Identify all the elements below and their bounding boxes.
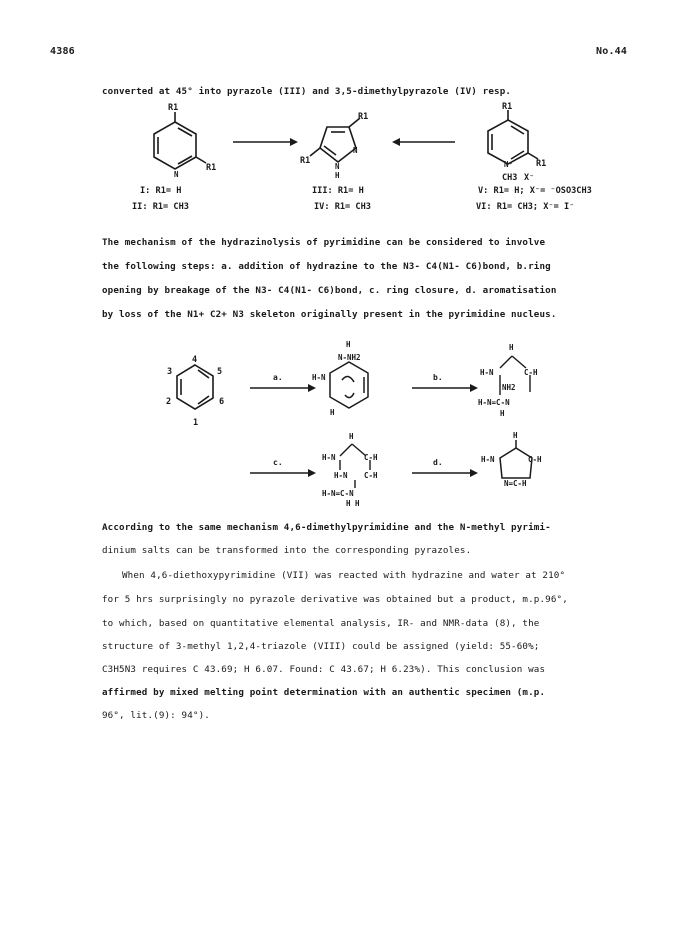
para3-line6: affirmed by mixed melting point determination with an authentic specimen (m.p. [102, 687, 546, 698]
para3-line5: C3H5N3 requires C 43.69; H 6.07. Found: C 43.67; H 6.23%). This conclusion was [102, 664, 546, 675]
prod-h-n: H-N [481, 455, 495, 464]
intro-line: converted at 45° into pyrazole (III) and 3,5-dimethylpyrazole (IV) resp. [102, 86, 512, 97]
arrow-b-label: b. [433, 373, 443, 382]
int-h-bottom: H [500, 409, 505, 418]
label-n-I: N [174, 170, 179, 179]
numbered-pyrimidine [177, 365, 213, 409]
cyc-c-h-mid: C-H [364, 471, 378, 480]
num-6: 6 [219, 397, 225, 407]
label-n-pyrazole-right: N [353, 146, 358, 155]
cyc-h-h: H H [346, 499, 360, 508]
compound-label-V: V: R1= H; X⁻= ⁻OSO3CH3 [478, 186, 592, 196]
para2-line1: According to the same mechanism 4,6-dimethylpyrimidine and the N-methyl pyrimi- [102, 522, 551, 533]
num-2: 2 [166, 397, 172, 407]
label-r1-right-V: R1 [536, 159, 547, 169]
num-5: 5 [217, 367, 223, 377]
arrow-c-head [308, 469, 316, 477]
para1-line3: opening by breakage of the N3- C4(N1- C6)bond, c. ring closure, d. aromatisation [102, 285, 557, 296]
label-r1-pyrazole-right: R1 [358, 112, 369, 122]
para3-line7: 96°, lit.(9): 94°). [102, 710, 210, 721]
arrow-d-head [470, 469, 478, 477]
hydrazine-adduct [330, 362, 368, 408]
label-ch3-V: CH3 [502, 173, 518, 183]
label-h-pyrazole: H [335, 171, 340, 180]
adduct-h-top: H [346, 340, 351, 349]
label-r1-top-V: R1 [502, 102, 513, 112]
arrow-b-head [470, 384, 478, 392]
compound-label-VI: VI: R1= CH3; X⁻= I⁻ [476, 202, 575, 212]
para1-line4: by loss of the N1+ C2+ N3 skeleton originally present in the pyrimidine nucleus. [102, 309, 557, 320]
arrow-c-label: c. [273, 458, 283, 467]
cyc-h-top: H [349, 432, 354, 441]
label-x-minus-V: X⁻ [524, 173, 535, 183]
cyc-h-n-eq-c-n: H-N=C-N [322, 489, 354, 498]
adduct-h-n: H-N [312, 373, 326, 382]
arrow-a-head [308, 384, 316, 392]
prod-h-top: H [513, 431, 518, 440]
int-nh2: NH2 [502, 383, 516, 392]
int-c-h: C-H [524, 368, 538, 377]
para3-line4: structure of 3-methyl 1,2,4-triazole (VIII) could be assigned (yield: 55-60%; [102, 641, 540, 652]
label-nh-pyrazole: N [335, 162, 340, 171]
label-r1-top-I: R1 [168, 103, 179, 113]
para2-line2: dinium salts can be transformed into the corresponding pyrazoles. [102, 545, 472, 556]
int-h-top: H [509, 343, 514, 352]
prod-c-h: C-H [528, 455, 542, 464]
para1-line1: The mechanism of the hydrazinolysis of pyrimidine can be considered to involve [102, 237, 546, 248]
prod-n-eq-c-h: N=C-H [504, 479, 527, 488]
num-4: 4 [192, 355, 198, 365]
para1-line2: the following steps: a. addition of hydrazine to the N3- C4(N1- C6)bond, b.ring [102, 261, 551, 272]
num-3: 3 [167, 367, 173, 377]
int-h-n: H-N [480, 368, 494, 377]
adduct-n-nh2: N-NH2 [338, 353, 361, 362]
para3-line3: to which, based on quantitative elemental analysis, IR- and NMR-data (8), the [102, 618, 540, 629]
arrow-a-label: a. [273, 373, 283, 382]
page-number: 4386 [50, 46, 75, 57]
para3-line1: When 4,6-diethoxypyrimidine (VII) was reacted with hydrazine and water at 210° [122, 570, 566, 581]
label-n-plus-V: N⁺ [504, 160, 514, 169]
adduct-h-bottom: H [330, 408, 335, 417]
cyc-h-n-mid: H-N [334, 471, 348, 480]
arrow-d-label: d. [433, 458, 443, 467]
cyc-h-n: H-N [322, 453, 336, 462]
label-r1-pyrazole-left: R1 [300, 156, 311, 166]
journal-issue: No.44 [596, 46, 628, 57]
compound-label-III: III: R1= H [312, 186, 364, 196]
compound-label-I: I: R1= H [140, 186, 182, 196]
int-h-n-eq-c-n: H-N=C-N [478, 398, 510, 407]
cyc-c-h-top: C-H [364, 453, 378, 462]
cyclised-intermediate [340, 444, 370, 488]
para3-line2: for 5 hrs surprisingly no pyrazole derivative was obtained but a product, m.p.96°, [102, 594, 568, 605]
compound-label-II: II: R1= CH3 [132, 202, 189, 212]
label-r1-right-I: R1 [206, 163, 217, 173]
compound-label-IV: IV: R1= CH3 [314, 202, 371, 212]
num-1: 1 [193, 418, 199, 428]
